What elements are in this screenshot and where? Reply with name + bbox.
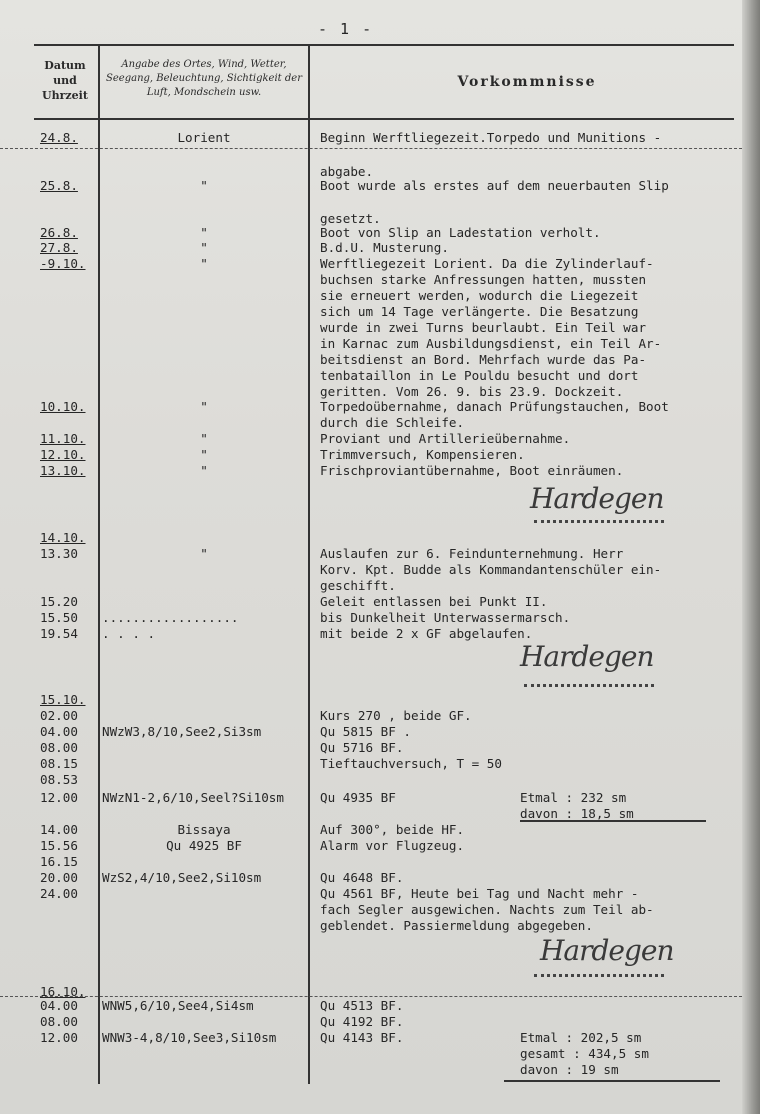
header-events-column: Vorkommnisse [457,74,597,90]
log-place: Bissaya [177,822,231,837]
log-total: Etmal : 232 sm [520,790,627,805]
page-number: - 1 - [318,20,374,38]
signature: Hardegen [520,640,654,673]
log-place: " [200,463,208,478]
log-event: B.d.U. Musterung. [320,240,449,255]
log-row [0,399,742,415]
log-row [0,578,742,594]
log-row [0,415,742,431]
log-date: 16.15 [40,854,78,869]
log-place: NWzW3,8/10,See2,Si3sm [102,724,262,739]
log-event: Kurs 270 , beide GF. [320,708,472,723]
log-event: Qu 4561 BF, Heute bei Tag und Nacht mehr - [320,886,639,901]
log-event: Auslaufen zur 6. Feindunternehmung. Herr [320,546,624,561]
signature-dots [534,520,664,523]
total-underline [504,1080,720,1082]
log-place: .................. [102,610,239,625]
log-event: Korv. Kpt. Budde als Kommandantenschüler ein- [320,562,662,577]
log-place: . . . . [102,626,156,641]
log-event: Torpedoübernahme, danach Prüfungstauchen, Boot [320,399,669,414]
log-event: sie erneuert werden, wodurch die Liegezeit [320,288,639,303]
log-row [0,463,742,479]
log-date: 08.15 [40,756,78,771]
log-date: 13.30 [40,546,78,561]
log-row [0,918,742,934]
log-row [0,178,742,194]
log-event: gesetzt. [320,211,381,226]
log-row [0,1030,742,1046]
log-place: Lorient [177,130,231,145]
log-date: 08.00 [40,1014,78,1029]
log-place: WNW5,6/10,See4,Si4sm [102,998,254,1013]
log-row [0,225,742,241]
log-date: 04.00 [40,998,78,1013]
log-date: 10.10. [40,399,86,414]
log-place: " [200,225,208,240]
log-row [0,886,742,902]
header-bottom-rule [34,118,734,120]
log-event: abgabe. [320,164,374,179]
log-event: fach Segler ausgewichen. Nachts zum Teil ab- [320,902,654,917]
log-place: " [200,240,208,255]
log-date: 25.8. [40,178,78,193]
log-row [0,708,742,724]
log-row [0,594,742,610]
log-date: 13.10. [40,463,86,478]
log-place: NWzN1-2,6/10,Seel?Si10sm [102,790,284,805]
log-place: " [200,431,208,446]
log-row [0,756,742,772]
log-row [0,1046,742,1062]
log-place: " [200,447,208,462]
log-date: 02.00 [40,708,78,723]
log-row [0,368,742,384]
log-row [0,772,742,788]
log-row [0,902,742,918]
log-row [0,320,742,336]
log-row [0,256,742,272]
signature: Hardegen [540,934,674,967]
header-date-column: Datum und Uhrzeit [42,59,88,102]
log-row [0,562,742,578]
log-event: Frischproviantübernahme, Boot einräumen. [320,463,624,478]
log-event: Qu 5815 BF . [320,724,411,739]
log-event: tenbataillon in Le Pouldu besucht und dort [320,368,639,383]
log-date: 15.20 [40,594,78,609]
log-date: 15.50 [40,610,78,625]
log-place: Qu 4925 BF [166,838,242,853]
log-row [0,352,742,368]
log-row [0,240,742,256]
log-event: Geleit entlassen bei Punkt II. [320,594,548,609]
log-date: 12.00 [40,1030,78,1045]
log-row [0,447,742,463]
signature: Hardegen [530,482,664,515]
log-row [0,1014,742,1030]
log-date: 16.10. [40,984,86,999]
log-event: Qu 4648 BF. [320,870,404,885]
log-row [0,272,742,288]
log-event: mit beide 2 x GF abgelaufen. [320,626,533,641]
log-event: Trimmversuch, Kompensieren. [320,447,525,462]
log-row [0,336,742,352]
log-event: Qu 5716 BF. [320,740,404,755]
log-total: Etmal : 202,5 sm [520,1030,642,1045]
log-place: WNW3-4,8/10,See3,Si10sm [102,1030,277,1045]
log-date: 12.00 [40,790,78,805]
log-date: -9.10. [40,256,86,271]
log-date: 27.8. [40,240,78,255]
log-place: WzS2,4/10,See2,Si10sm [102,870,262,885]
total-underline [520,820,706,822]
log-event: Tieftauchversuch, T = 50 [320,756,502,771]
log-row [0,288,742,304]
header-place-column: Angabe des Ortes, Wind, Wetter, Seegang, Beleuchtung, Sichtigkeit der Luft, Mondschein usw. [106,59,302,98]
log-row [0,1062,742,1078]
log-row [0,854,742,870]
log-date: 04.00 [40,724,78,739]
log-row [0,740,742,756]
log-event: geritten. Vom 26. 9. bis 23.9. Dockzeit. [320,384,624,399]
log-event: Qu 4143 BF. [320,1030,404,1045]
log-date: 26.8. [40,225,78,240]
log-event: Beginn Werftliegezeit.Torpedo und Munitions - [320,130,662,145]
table-top-rule [34,44,734,46]
log-row [0,546,742,562]
log-event: beitsdienst an Bord. Mehrfach wurde das Pa- [320,352,647,367]
log-row [0,530,742,546]
log-row [0,998,742,1014]
log-row [0,304,742,320]
log-event: in Karnac zum Ausbildungsdienst, ein Teil Ar- [320,336,662,351]
log-event: buchsen starke Anfressungen hatten, mussten [320,272,647,287]
log-date: 08.00 [40,740,78,755]
log-event: Qu 4513 BF. [320,998,404,1013]
signature-dots [534,974,664,977]
log-event: Qu 4935 BF [320,790,396,805]
log-event: wurde in zwei Turns beurlaubt. Ein Teil war [320,320,647,335]
log-event: geblendet. Passiermeldung abgegeben. [320,918,593,933]
log-row [0,822,742,838]
log-date: 11.10. [40,431,86,446]
log-event: Boot wurde als erstes auf dem neuerbauten Slip [320,178,669,193]
log-date: 20.00 [40,870,78,885]
log-place: " [200,546,208,561]
log-row [0,130,742,146]
log-place: " [200,256,208,271]
log-row [0,431,742,447]
log-date: 12.10. [40,447,86,462]
log-date: 15.10. [40,692,86,707]
log-place: " [200,178,208,193]
log-date: 14.10. [40,530,86,545]
log-event: geschifft. [320,578,396,593]
log-event: Werftliegezeit Lorient. Da die Zylinderlauf- [320,256,654,271]
log-date: 08.53 [40,772,78,787]
log-total: davon : 18,5 sm [520,806,634,821]
log-row [0,384,742,400]
log-row [0,692,742,708]
log-row [0,610,742,626]
signature-dots [524,684,654,687]
log-total: gesamt : 434,5 sm [520,1046,649,1061]
log-event: Alarm vor Flugzeug. [320,838,465,853]
log-date: 24.00 [40,886,78,901]
log-event: Qu 4192 BF. [320,1014,404,1029]
log-total: davon : 19 sm [520,1062,619,1077]
log-row [0,870,742,886]
log-place: " [200,399,208,414]
row-separator [0,148,742,149]
log-event: sich um 14 Tage verlängerte. Die Besatzung [320,304,639,319]
log-date: 24.8. [40,130,78,145]
log-row [0,790,742,806]
log-date: 19.54 [40,626,78,641]
log-date: 14.00 [40,822,78,837]
log-date: 15.56 [40,838,78,853]
log-event: Auf 300°, beide HF. [320,822,465,837]
log-event: Boot von Slip an Ladestation verholt. [320,225,601,240]
log-event: Proviant und Artillerieübernahme. [320,431,571,446]
log-row [0,724,742,740]
log-event: durch die Schleife. [320,415,465,430]
log-row [0,838,742,854]
log-event: bis Dunkelheit Unterwassermarsch. [320,610,571,625]
